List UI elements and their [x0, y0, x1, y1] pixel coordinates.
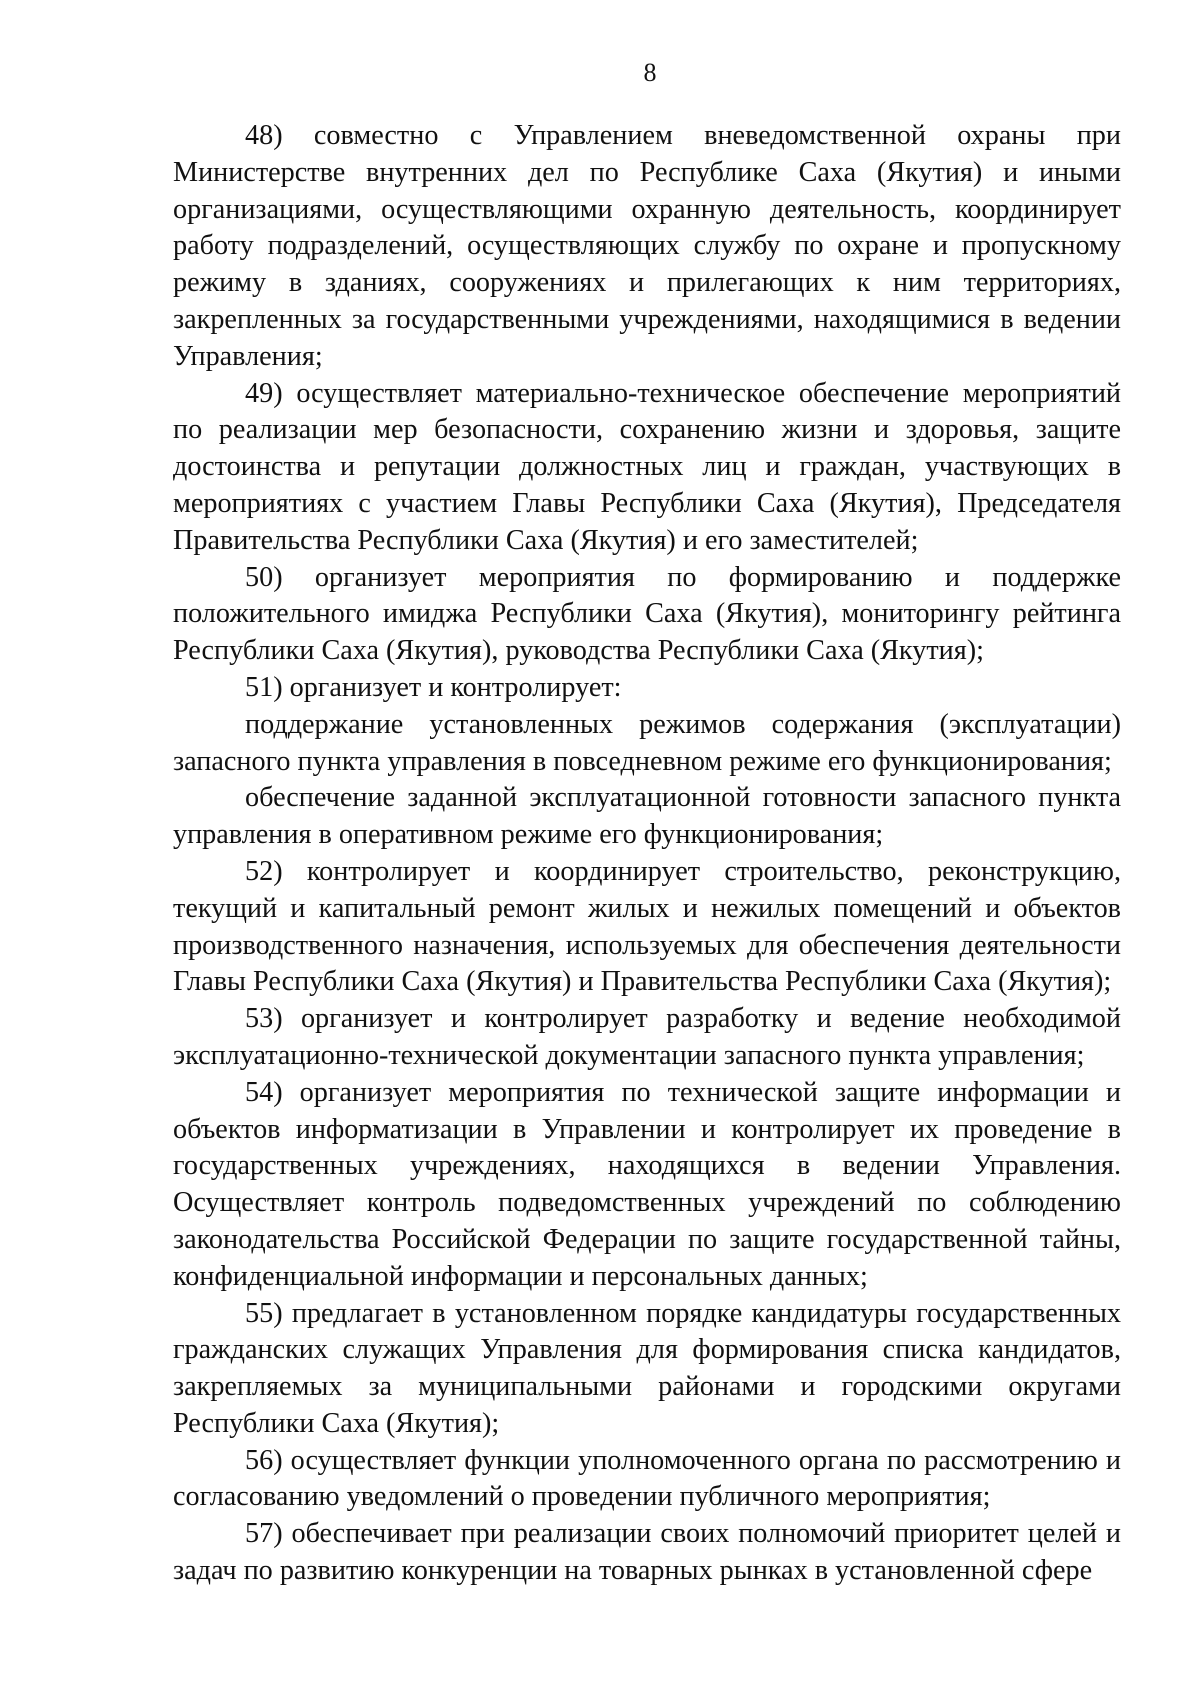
paragraph-53: 53) организует и контролирует разработку и ведение необходимой эксплуатационно-технической документации запасного пункта управления; [173, 1003, 1121, 1071]
paragraph-51-item-2: обеспечение заданной эксплуатационной готовности запасного пункта управления в оперативном режиме его функционирования; [173, 782, 1121, 851]
paragraph-51-item-1: поддержание установленных режимов содержания (эксплуатации) запасного пункта управления в повседневном режиме его функционирования; [173, 708, 1121, 777]
paragraph-57: 57) обеспечивает при реализации своих полномочий приоритет целей и задач по развитию конкуренции на товарных рынках в установленной сфере [173, 1518, 1121, 1587]
paragraph-54: 54) организует мероприятия по технической защите информации и объектов информатизации в Управлении и контролирует их проведение в государственных учреждениях, находящихся в ведении Управления. Осуществляет контроль подведомственных учреждений по соблюдению законодательства Российской Федерации по защите государственной тайны, конфиденциальной информации и персональных данных; [173, 1076, 1121, 1292]
paragraph-50: 50) организует мероприятия по формированию и поддержке положительного имиджа Республики Саха (Якутия), мониторингу рейтинга Республики Саха (Якутия), руководства Республики Саха (Якутия); [173, 561, 1121, 667]
paragraph-55: 55) предлагает в установленном порядке кандидатуры государственных гражданских служащих Управления для формирования списка кандидатов, закрепляемых за муниципальными районами и городскими округами Республики Саха (Якутия); [173, 1297, 1121, 1439]
paragraph-56: 56) осуществляет функции уполномоченного органа по рассмотрению и согласованию уведомлений о проведении публичного мероприятия; [173, 1444, 1121, 1513]
paragraph-52: 52) контролирует и координирует строительство, реконструкцию, текущий и капитальный ремонт жилых и нежилых помещений и объектов производственного назначения, используемых для обеспечения деятельности Главы Республики Саха (Якутия) и Правительства Республики Саха (Якутия); [173, 855, 1121, 998]
paragraph-49: 49) осуществляет материально-техническое обеспечение мероприятий по реализации мер безопасности, сохранению жизни и здоровья, защите достоинства и репутации должностных лиц и граждан, участвующих в мероприятиях с участием Главы Республики Саха (Якутия), Председателя Правительства Республики Саха (Якутия) и его заместителей; [173, 377, 1121, 556]
paragraph-48: 48) совместно с Управлением вневедомственной охраны при Министерстве внутренних дел по Республике Саха (Якутия) и иными организациями, осуществляющими охранную деятельность, координирует работу подразделений, осуществляющих службу по охране и пропускному режиму в зданиях, сооружениях и прилегающих к ним территориях, закрепленных за государственными учреждениями, находящимися в ведении Управления; [173, 120, 1121, 372]
page-number: 8 [643, 58, 657, 87]
document-body [173, 118, 1121, 1590]
paragraph-51: 51) организует и контролирует: [245, 671, 622, 703]
